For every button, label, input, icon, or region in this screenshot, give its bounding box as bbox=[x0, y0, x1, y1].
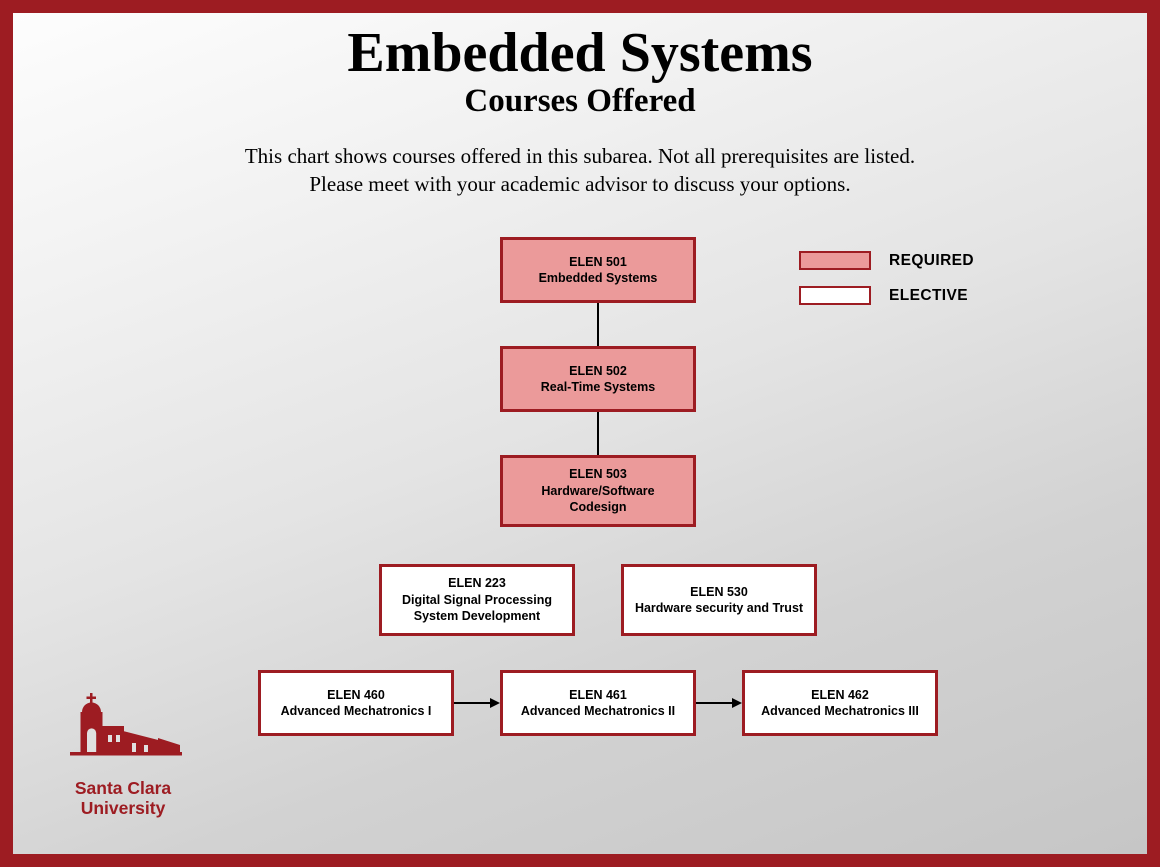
course-name-elen-503-line2: Codesign bbox=[569, 500, 627, 515]
course-node-elen-501[interactable] bbox=[500, 237, 696, 303]
course-node-elen-503[interactable] bbox=[500, 455, 696, 527]
diagram-canvas bbox=[13, 13, 1147, 854]
course-code-elen-460: ELEN 460 bbox=[327, 687, 385, 702]
legend-swatch-elective bbox=[799, 286, 871, 305]
scu-logo-text bbox=[43, 778, 203, 818]
course-code-elen-223: ELEN 223 bbox=[448, 576, 506, 591]
arrow-elen501-to-elen502 bbox=[597, 303, 599, 351]
course-name-elen-461: Advanced Mechatronics II bbox=[520, 704, 676, 718]
course-code-elen-461: ELEN 461 bbox=[569, 687, 627, 702]
course-node-elen-461[interactable] bbox=[500, 670, 696, 736]
legend-label-required: REQUIRED bbox=[889, 252, 975, 269]
arrow-elen502-to-elen503 bbox=[597, 412, 599, 460]
course-name-elen-223-line1: Digital Signal Processing bbox=[401, 592, 553, 607]
arrow-elen460-to-elen461 bbox=[454, 702, 491, 704]
course-name-elen-501: Embedded Systems bbox=[538, 271, 658, 285]
course-code-elen-462: ELEN 462 bbox=[811, 687, 869, 702]
course-node-elen-460[interactable] bbox=[258, 670, 454, 736]
course-code-elen-501: ELEN 501 bbox=[569, 254, 627, 269]
scu-logo bbox=[43, 693, 203, 818]
description-line-2: Please meet with your academic advisor to discuss your options. bbox=[309, 171, 851, 196]
course-node-elen-530[interactable] bbox=[621, 564, 817, 636]
course-node-elen-223[interactable] bbox=[379, 564, 575, 636]
description-line-1: This chart shows courses offered in this subarea. Not all prerequisites are listed. bbox=[244, 144, 916, 168]
page-subtitle: Courses Offered bbox=[464, 83, 696, 119]
scu-logo-line-2: University bbox=[80, 798, 166, 819]
legend-swatch-required bbox=[799, 251, 871, 270]
page-title: Embedded Systems bbox=[347, 22, 813, 84]
scu-logo-line-1: Santa Clara bbox=[74, 778, 172, 798]
course-name-elen-502: Real-Time Systems bbox=[540, 380, 656, 394]
legend-label-elective: ELECTIVE bbox=[889, 287, 968, 304]
page-description bbox=[13, 143, 1147, 198]
course-code-elen-530: ELEN 530 bbox=[690, 584, 748, 599]
arrow-elen461-to-elen462 bbox=[696, 702, 733, 704]
course-code-elen-502: ELEN 502 bbox=[569, 363, 627, 378]
course-code-elen-503: ELEN 503 bbox=[569, 467, 627, 482]
course-name-elen-503-line1: Hardware/Software bbox=[541, 483, 655, 498]
course-node-elen-462[interactable] bbox=[742, 670, 938, 736]
course-name-elen-223-line2: System Development bbox=[413, 609, 541, 624]
course-node-elen-502[interactable] bbox=[500, 346, 696, 412]
course-name-elen-462: Advanced Mechatronics III bbox=[761, 704, 919, 718]
course-name-elen-460: Advanced Mechatronics I bbox=[280, 704, 432, 718]
course-name-elen-530: Hardware security and Trust bbox=[634, 601, 804, 615]
mission-church-icon bbox=[62, 693, 184, 771]
